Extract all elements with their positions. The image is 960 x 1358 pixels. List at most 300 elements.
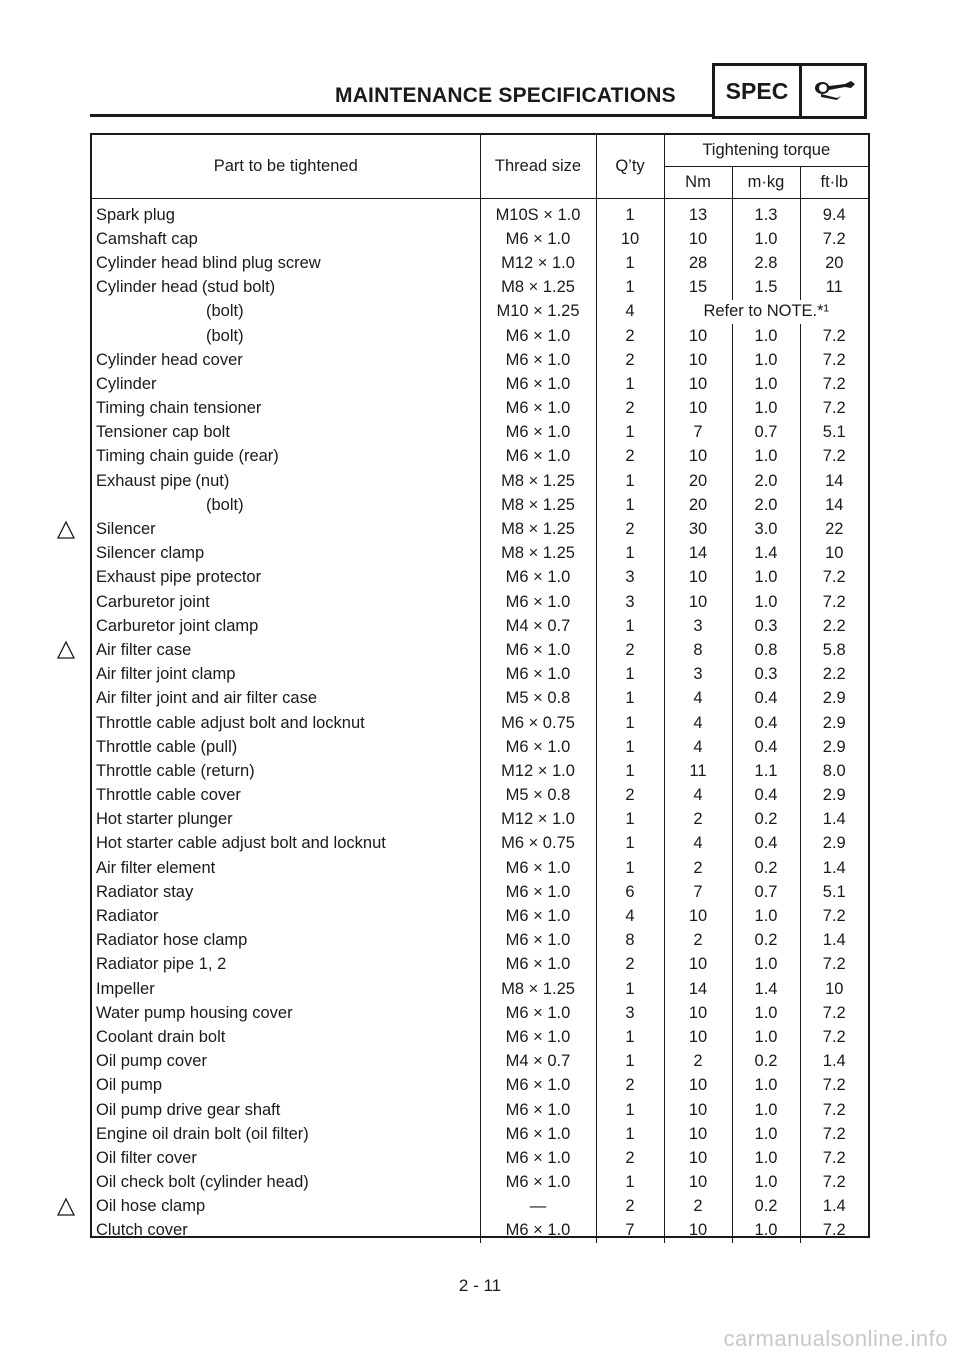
cell-part xyxy=(92,1171,480,1195)
cell-mkg: 1.0 xyxy=(732,227,800,251)
cell-mkg: 0.2 xyxy=(732,1195,800,1219)
table-row xyxy=(92,1146,868,1170)
cell-mkg: 1.0 xyxy=(732,1122,800,1146)
cell-nm: 10 xyxy=(664,445,732,469)
cell-ftlb: 7.2 xyxy=(822,399,846,418)
cell-mkg: 2.8 xyxy=(732,251,800,275)
cell-qty: 3 xyxy=(596,1001,664,1025)
cell-qty: 1 xyxy=(596,1122,664,1146)
part-name: Engine oil drain bolt (oil filter) xyxy=(96,1124,309,1143)
cell-part xyxy=(92,542,480,566)
cell-ftlb: 9.4 xyxy=(822,205,846,224)
part-name: Cylinder head cover xyxy=(96,350,243,369)
cell-nm: 10 xyxy=(664,953,732,977)
part-name: Throttle cable adjust bolt and locknut xyxy=(96,713,365,732)
cell-mkg: 2.0 xyxy=(732,493,800,517)
cell-nm: 10 xyxy=(664,590,732,614)
cell-mkg: 1.1 xyxy=(732,759,800,783)
cell-ftlb: 5.8 xyxy=(822,640,846,659)
cell-mkg: 0.2 xyxy=(732,1050,800,1074)
cell-qty: 10 xyxy=(596,227,664,251)
cell-ftlb: 2.9 xyxy=(822,834,846,853)
part-sub: (bolt) xyxy=(206,302,244,321)
cell-qty: 7 xyxy=(596,1219,664,1243)
cell-part xyxy=(92,493,480,517)
cell-mkg: 1.0 xyxy=(732,372,800,396)
cell-part xyxy=(92,469,480,493)
table-row xyxy=(92,614,868,638)
part-name: Radiator stay xyxy=(96,882,194,901)
table-row xyxy=(92,421,868,445)
cell-part xyxy=(92,832,480,856)
cell-thread: M6 × 1.0 xyxy=(480,566,596,590)
cell-thread: M12 × 1.0 xyxy=(480,759,596,783)
cell-part xyxy=(92,348,480,372)
spec-badge xyxy=(712,63,867,119)
col-header-nm: Nm xyxy=(664,167,732,199)
table-row xyxy=(92,808,868,832)
cell-qty: 2 xyxy=(596,348,664,372)
cell-qty: 4 xyxy=(596,904,664,928)
cell-part xyxy=(92,1025,480,1049)
cell-nm: 10 xyxy=(664,1146,732,1170)
cell-mkg: 1.3 xyxy=(732,199,800,228)
cell-qty: 2 xyxy=(596,953,664,977)
part-name: Oil pump xyxy=(96,1076,163,1095)
cell-ftlb: 7.2 xyxy=(822,1027,846,1046)
part-name: Oil hose clamp xyxy=(96,1197,206,1216)
cell-mkg: 1.0 xyxy=(732,1001,800,1025)
table-row xyxy=(92,348,868,372)
cell-ftlb: 7.2 xyxy=(822,568,846,587)
cell-ftlb: 10 xyxy=(825,979,844,998)
cell-ftlb: 5.1 xyxy=(822,423,846,442)
cell-ftlb: 10 xyxy=(825,544,844,563)
cell-part xyxy=(92,227,480,251)
cell-qty: 1 xyxy=(596,614,664,638)
part-name: Air filter case xyxy=(96,640,192,659)
cell-thread: M6 × 1.0 xyxy=(480,1074,596,1098)
cell-thread: M6 × 0.75 xyxy=(480,711,596,735)
cell-part xyxy=(92,421,480,445)
part-name: Exhaust pipe protector xyxy=(96,568,262,587)
cell-thread: M12 × 1.0 xyxy=(480,808,596,832)
cell-mkg: 1.0 xyxy=(732,1146,800,1170)
cell-nm: 2 xyxy=(664,856,732,880)
cell-nm: 20 xyxy=(664,493,732,517)
cell-thread: — xyxy=(480,1195,596,1219)
cell-thread: M6 × 1.0 xyxy=(480,1219,596,1243)
cell-ftlb: 7.2 xyxy=(822,1076,846,1095)
cell-note: Refer to NOTE.*¹ xyxy=(703,302,830,321)
cell-thread: M5 × 0.8 xyxy=(480,784,596,808)
table-row xyxy=(92,929,868,953)
cell-mkg: 0.2 xyxy=(732,808,800,832)
cell-mkg: 0.3 xyxy=(732,614,800,638)
cell-mkg: 1.0 xyxy=(732,1219,800,1243)
cell-mkg: 1.0 xyxy=(732,324,800,348)
cell-qty: 3 xyxy=(596,566,664,590)
cell-qty: 1 xyxy=(596,493,664,517)
cell-part xyxy=(92,614,480,638)
part-sub: (nut) xyxy=(195,471,230,490)
cell-nm: 10 xyxy=(664,1122,732,1146)
part-name: Tensioner cap bolt xyxy=(96,423,230,442)
table-row xyxy=(92,759,868,783)
cell-ftlb: 14 xyxy=(825,495,844,514)
cell-qty: 1 xyxy=(596,759,664,783)
table-row xyxy=(92,566,868,590)
cell-qty: 1 xyxy=(596,421,664,445)
cell-ftlb: 1.4 xyxy=(822,931,846,950)
cell-part xyxy=(92,517,480,541)
cell-nm: 28 xyxy=(664,251,732,275)
cell-qty: 1 xyxy=(596,832,664,856)
table-row xyxy=(92,517,868,541)
cell-mkg: 0.4 xyxy=(732,687,800,711)
cell-nm: 10 xyxy=(664,372,732,396)
cell-ftlb: 7.2 xyxy=(822,326,846,345)
cell-mkg: 0.8 xyxy=(732,638,800,662)
cell-ftlb: 20 xyxy=(825,253,844,272)
table-row xyxy=(92,880,868,904)
cell-ftlb: 14 xyxy=(825,471,844,490)
cell-qty: 2 xyxy=(596,638,664,662)
cell-qty: 1 xyxy=(596,711,664,735)
cell-part xyxy=(92,251,480,275)
table-row xyxy=(92,1001,868,1025)
table-row xyxy=(92,1219,868,1243)
cell-nm: 2 xyxy=(664,808,732,832)
cell-mkg: 0.4 xyxy=(732,711,800,735)
cell-part xyxy=(92,199,480,228)
cell-thread: M6 × 1.0 xyxy=(480,1098,596,1122)
cell-thread: M6 × 1.0 xyxy=(480,638,596,662)
cell-nm: 10 xyxy=(664,904,732,928)
cell-thread: M6 × 1.0 xyxy=(480,953,596,977)
cell-qty: 1 xyxy=(596,687,664,711)
part-name: Oil filter cover xyxy=(96,1148,197,1167)
table-row xyxy=(92,904,868,928)
part-name: Radiator pipe 1, 2 xyxy=(96,955,227,974)
cell-ftlb: 7.2 xyxy=(822,1221,846,1240)
part-name: Air filter joint clamp xyxy=(96,665,236,684)
cell-ftlb: 7.2 xyxy=(822,1003,846,1022)
cell-part xyxy=(92,1001,480,1025)
cell-part xyxy=(92,977,480,1001)
table-row xyxy=(92,1098,868,1122)
cell-thread: M6 × 1.0 xyxy=(480,348,596,372)
table-row xyxy=(92,1171,868,1195)
cell-thread: M6 × 1.0 xyxy=(480,1146,596,1170)
cell-mkg: 0.3 xyxy=(732,663,800,687)
col-header-ftlb: ft·lb xyxy=(800,167,868,199)
cell-part xyxy=(92,904,480,928)
cell-part xyxy=(92,808,480,832)
cell-ftlb: 1.4 xyxy=(822,1197,846,1216)
table-row xyxy=(92,1025,868,1049)
cell-nm: 30 xyxy=(664,517,732,541)
cell-thread: M6 × 1.0 xyxy=(480,735,596,759)
cell-nm: 13 xyxy=(664,199,732,228)
cell-mkg: 1.0 xyxy=(732,953,800,977)
table-row xyxy=(92,300,868,324)
table-row xyxy=(92,199,868,228)
cell-mkg: 1.0 xyxy=(732,566,800,590)
cell-nm: 7 xyxy=(664,880,732,904)
cell-nm: 20 xyxy=(664,469,732,493)
cell-ftlb: 7.2 xyxy=(822,1124,846,1143)
table-row xyxy=(92,638,868,662)
col-header-part: Part to be tightened xyxy=(92,135,480,199)
page-title: MAINTENANCE SPECIFICATIONS xyxy=(335,84,676,107)
part-name: Clutch cover xyxy=(96,1221,188,1240)
cell-thread: M6 × 1.0 xyxy=(480,1025,596,1049)
cell-nm: 4 xyxy=(664,711,732,735)
cell-thread: M6 × 1.0 xyxy=(480,904,596,928)
table-row xyxy=(92,493,868,517)
cell-qty: 1 xyxy=(596,469,664,493)
table-row xyxy=(92,1074,868,1098)
part-name: Throttle cable cover xyxy=(96,786,241,805)
cell-part xyxy=(92,1146,480,1170)
cell-mkg: 1.4 xyxy=(732,977,800,1001)
cell-qty: 1 xyxy=(596,251,664,275)
cell-mkg: 1.0 xyxy=(732,1025,800,1049)
cell-mkg: 1.0 xyxy=(732,1098,800,1122)
col-header-qty: Q’ty xyxy=(596,135,664,199)
warning-triangle-icon xyxy=(56,640,76,660)
cell-thread: M10S × 1.0 xyxy=(480,199,596,228)
cell-mkg: 0.4 xyxy=(732,784,800,808)
table-row xyxy=(92,856,868,880)
part-name: Oil pump drive gear shaft xyxy=(96,1100,281,1119)
cell-thread: M8 × 1.25 xyxy=(480,469,596,493)
cell-nm: 3 xyxy=(664,663,732,687)
part-name: Hot starter cable adjust bolt and locknut xyxy=(96,834,386,853)
cell-qty: 1 xyxy=(596,1025,664,1049)
cell-mkg: 2.0 xyxy=(732,469,800,493)
part-name: Silencer clamp xyxy=(96,544,205,563)
cell-qty: 1 xyxy=(596,977,664,1001)
cell-part xyxy=(92,711,480,735)
cell-ftlb: 7.2 xyxy=(822,955,846,974)
cell-thread: M6 × 1.0 xyxy=(480,663,596,687)
cell-ftlb: 8.0 xyxy=(822,761,846,780)
cell-nm: 4 xyxy=(664,687,732,711)
cell-thread: M6 × 1.0 xyxy=(480,445,596,469)
cell-ftlb: 7.2 xyxy=(822,229,846,248)
cell-nm: 10 xyxy=(664,1219,732,1243)
cell-ftlb: 7.2 xyxy=(822,374,846,393)
cell-part xyxy=(92,445,480,469)
cell-qty: 4 xyxy=(596,300,664,324)
cell-nm: 4 xyxy=(664,832,732,856)
cell-nm: 8 xyxy=(664,638,732,662)
part-name: Spark plug xyxy=(96,205,175,224)
cell-ftlb: 2.9 xyxy=(822,713,846,732)
table-row xyxy=(92,977,868,1001)
cell-qty: 1 xyxy=(596,735,664,759)
cell-ftlb: 2.2 xyxy=(822,665,846,684)
cell-nm: 14 xyxy=(664,542,732,566)
cell-thread: M8 × 1.25 xyxy=(480,276,596,300)
table-row xyxy=(92,590,868,614)
cell-part xyxy=(92,1098,480,1122)
col-header-thread: Thread size xyxy=(480,135,596,199)
cell-part xyxy=(92,276,480,300)
cell-mkg: 1.4 xyxy=(732,542,800,566)
cell-nm: 2 xyxy=(664,1050,732,1074)
table-row xyxy=(92,663,868,687)
cell-nm: 10 xyxy=(664,348,732,372)
cell-part xyxy=(92,1219,480,1243)
table-row xyxy=(92,227,868,251)
part-name: Silencer xyxy=(96,520,156,539)
cell-mkg: 0.7 xyxy=(732,880,800,904)
cell-nm: 11 xyxy=(664,759,732,783)
col-header-torque: Tightening torque xyxy=(702,141,831,159)
cell-part xyxy=(92,590,480,614)
cell-thread: M6 × 1.0 xyxy=(480,1171,596,1195)
part-name: Cylinder head xyxy=(96,278,198,297)
cell-part xyxy=(92,687,480,711)
table-row xyxy=(92,832,868,856)
cell-qty: 2 xyxy=(596,517,664,541)
part-sub: (bolt) xyxy=(206,326,244,345)
cell-mkg: 0.2 xyxy=(732,929,800,953)
cell-thread: M6 × 1.0 xyxy=(480,880,596,904)
cell-nm: 10 xyxy=(664,1025,732,1049)
cell-ftlb: 7.2 xyxy=(822,1173,846,1192)
header-rule xyxy=(90,114,712,117)
cell-mkg: 0.2 xyxy=(732,856,800,880)
page-number: 2 - 11 xyxy=(458,1276,502,1295)
cell-thread: M6 × 1.0 xyxy=(480,1001,596,1025)
cell-ftlb: 7.2 xyxy=(822,1100,846,1119)
cell-thread: M8 × 1.25 xyxy=(480,493,596,517)
cell-mkg: 1.0 xyxy=(732,590,800,614)
cell-thread: M6 × 1.0 xyxy=(480,929,596,953)
cell-thread: M6 × 1.0 xyxy=(480,421,596,445)
part-name: Cylinder head blind plug screw xyxy=(96,253,321,272)
table-row xyxy=(92,372,868,396)
part-sub: (stud bolt) xyxy=(201,278,276,297)
cell-nm: 10 xyxy=(664,227,732,251)
cell-qty: 2 xyxy=(596,1074,664,1098)
cell-nm: 10 xyxy=(664,1001,732,1025)
warning-triangle-icon xyxy=(56,1197,76,1217)
cell-ftlb: 2.2 xyxy=(822,616,846,635)
torque-table xyxy=(90,133,870,1238)
part-name: Camshaft cap xyxy=(96,229,198,248)
table-row xyxy=(92,1195,868,1219)
part-name: Throttle cable (pull) xyxy=(96,737,238,756)
wrench-icon xyxy=(802,66,864,116)
cell-part xyxy=(92,372,480,396)
cell-ftlb: 2.9 xyxy=(822,689,846,708)
cell-part xyxy=(92,759,480,783)
part-name: Hot starter plunger xyxy=(96,810,233,829)
cell-part xyxy=(92,856,480,880)
part-name: Carburetor joint clamp xyxy=(96,616,259,635)
table-row xyxy=(92,784,868,808)
cell-mkg: 0.7 xyxy=(732,421,800,445)
part-name: Water pump housing cover xyxy=(96,1003,293,1022)
cell-thread: M4 × 0.7 xyxy=(480,1050,596,1074)
cell-part xyxy=(92,784,480,808)
cell-thread: M4 × 0.7 xyxy=(480,614,596,638)
part-name: Oil check bolt (cylinder head) xyxy=(96,1173,309,1192)
cell-ftlb: 22 xyxy=(825,520,844,539)
cell-thread: M6 × 1.0 xyxy=(480,372,596,396)
cell-thread: M12 × 1.0 xyxy=(480,251,596,275)
cell-ftlb: 2.9 xyxy=(822,786,846,805)
cell-mkg: 1.0 xyxy=(732,348,800,372)
table-row xyxy=(92,324,868,348)
cell-mkg: 1.0 xyxy=(732,445,800,469)
cell-nm: 10 xyxy=(664,1074,732,1098)
cell-nm: 10 xyxy=(664,1171,732,1195)
part-name: Throttle cable (return) xyxy=(96,761,255,780)
cell-thread: M6 × 1.0 xyxy=(480,397,596,421)
cell-qty: 2 xyxy=(596,1146,664,1170)
cell-qty: 1 xyxy=(596,808,664,832)
cell-qty: 2 xyxy=(596,1195,664,1219)
cell-thread: M6 × 1.0 xyxy=(480,1122,596,1146)
part-name: Oil pump cover xyxy=(96,1052,207,1071)
cell-ftlb: 1.4 xyxy=(822,1052,846,1071)
cell-part xyxy=(92,397,480,421)
cell-part xyxy=(92,638,480,662)
table-row xyxy=(92,711,868,735)
table-row xyxy=(92,276,868,300)
table-row xyxy=(92,542,868,566)
cell-ftlb: 7.2 xyxy=(822,350,846,369)
cell-mkg: 1.0 xyxy=(732,904,800,928)
cell-qty: 6 xyxy=(596,880,664,904)
cell-qty: 1 xyxy=(596,856,664,880)
cell-ftlb: 7.2 xyxy=(822,1148,846,1167)
cell-thread: M6 × 1.0 xyxy=(480,590,596,614)
cell-mkg: 1.0 xyxy=(732,1171,800,1195)
cell-nm: 14 xyxy=(664,977,732,1001)
cell-ftlb: 11 xyxy=(825,278,843,297)
table-row xyxy=(92,953,868,977)
cell-qty: 2 xyxy=(596,397,664,421)
table-row xyxy=(92,687,868,711)
table-row xyxy=(92,445,868,469)
cell-mkg: 1.5 xyxy=(732,276,800,300)
cell-thread: M5 × 0.8 xyxy=(480,687,596,711)
table-row xyxy=(92,469,868,493)
cell-thread: M8 × 1.25 xyxy=(480,542,596,566)
cell-thread: M6 × 1.0 xyxy=(480,227,596,251)
cell-ftlb: 1.4 xyxy=(822,810,846,829)
cell-part xyxy=(92,953,480,977)
cell-part xyxy=(92,663,480,687)
cell-thread: M6 × 1.0 xyxy=(480,856,596,880)
table-row xyxy=(92,735,868,759)
spec-label: SPEC xyxy=(715,66,802,116)
cell-nm: 10 xyxy=(664,324,732,348)
part-sub: (bolt) xyxy=(206,495,244,514)
cell-mkg: 0.4 xyxy=(732,735,800,759)
cell-ftlb: 7.2 xyxy=(822,592,846,611)
cell-part xyxy=(92,1050,480,1074)
cell-ftlb: 7.2 xyxy=(822,447,846,466)
table-row xyxy=(92,1122,868,1146)
